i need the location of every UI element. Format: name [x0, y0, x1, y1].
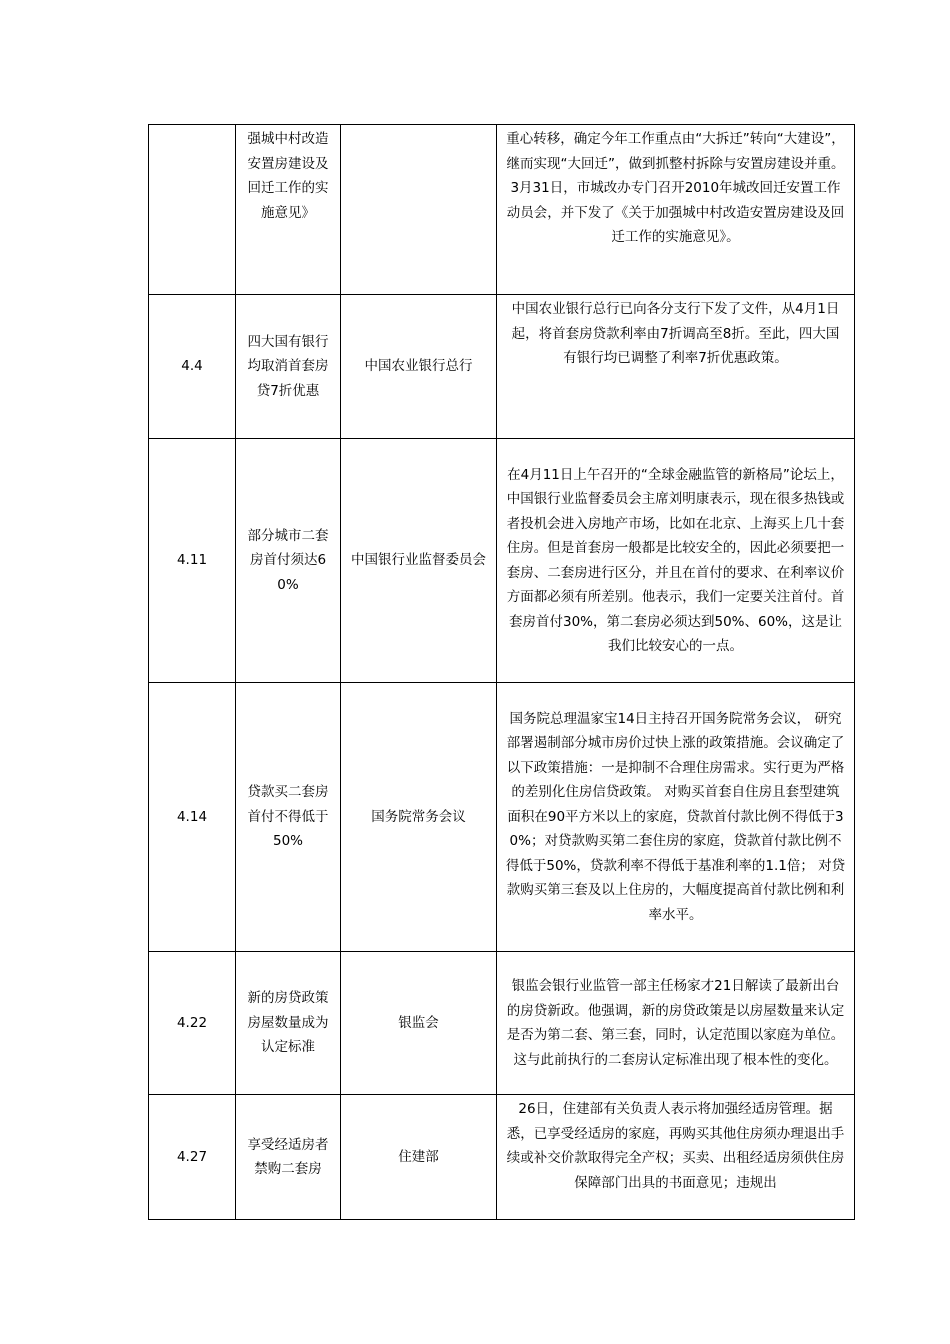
org-cell	[341, 125, 497, 295]
title-cell: 新的房贷政策 房屋数量成为认定标准	[236, 952, 341, 1095]
title-cell: 贷款买二套房首付不得低于50%	[236, 683, 341, 952]
desc-cell: 国务院总理温家宝14日主持召开国务院常务会议， 研究部署遏制部分城市房价过快上涨的政策措施。会议确定了以下政策措施：一是抑制不合理住房需求。实行更为严格的差别化住房信贷政策。 对购买首套自住房且套型建筑面积在90平方米以上的家庭，贷款首付款比例不得低于30%；对贷款购买第二套住房的家庭，贷款首付款比例不得低于50%，贷款利率不得低于基准利率的1.1倍； 对贷款购买第三套及以上住房的，大幅度提高首付款比例和利率水平。	[497, 683, 855, 952]
title-cell: 部分城市二套房首付须达60%	[236, 439, 341, 683]
title-cell	[236, 125, 341, 295]
table-row	[149, 952, 855, 1095]
table-row	[149, 295, 855, 439]
org-cell: 国务院常务会议	[341, 683, 497, 952]
desc-cell	[497, 295, 855, 439]
table-row	[149, 1095, 855, 1220]
date-cell: 4.14	[149, 683, 236, 952]
date-cell: 4.11	[149, 439, 236, 683]
desc-cell: 在4月11日上午召开的“全球金融监管的新格局”论坛上，中国银行业监督委员会主席刘明康表示，现在很多热钱或者投机会进入房地产市场，比如在北京、上海买上几十套住房。但是首套房一般都是比较安全的，因此必须要把一套房、二套房进行区分，并且在首付的要求、在利率议价方面都必须有所差别。他表示，我们一定要关注首付。首套房首付30%，第二套房必须达到50%、60%，这是让我们比较安心的一点。	[497, 439, 855, 683]
policy-table	[148, 124, 855, 1220]
table-row	[149, 439, 855, 683]
title-cell: 四大国有银行均取消首套房贷7折优惠	[236, 295, 341, 439]
title-cell: 享受经适房者禁购二套房	[236, 1095, 341, 1220]
date-cell: 4.22	[149, 952, 236, 1095]
desc-cell	[497, 125, 855, 295]
org-cell: 住建部	[341, 1095, 497, 1220]
desc-text: 26日，住建部有关负责人表示将加强经适房管理。据悉，已享受经适房的家庭，再购买其他住房须办理退出手续或补交价款取得完全产权；买卖、出租经适房须供住房保障部门出具的书面意见；违规出	[506, 1101, 845, 1191]
table-row	[149, 683, 855, 952]
title-text: 强城中村改造安置房建设及回迁工作的实施意见》	[247, 131, 329, 221]
desc-text: 重心转移，确定今年工作重点由“大拆迁”转向“大建设”，继而实现“大回迁”，做到抓整村拆除与安置房建设并重。3月31日，市城改办专门召开2010年城改回迁安置工作动员会，并下发了《关于加强城中村改造安置房建设及回迁工作的实施意见》。	[506, 131, 845, 245]
table-row	[149, 125, 855, 295]
desc-cell: 银监会银行业监管一部主任杨家才21日解读了最新出台的房贷新政。他强调，新的房贷政策是以房屋数量来认定是否为第二套、第三套，同时，认定范围以家庭为单位。这与此前执行的二套房认定标准出现了根本性的变化。	[497, 952, 855, 1095]
date-cell: 4.4	[149, 295, 236, 439]
org-cell: 中国农业银行总行	[341, 295, 497, 439]
desc-text: 中国农业银行总行已向各分支行下发了文件，从4月1日起，将首套房贷款利率由7折调高至8折。至此，四大国有银行均已调整了利率7折优惠政策。	[511, 301, 840, 366]
date-cell: 4.27	[149, 1095, 236, 1220]
desc-cell	[497, 1095, 855, 1220]
date-cell	[149, 125, 236, 295]
org-cell: 中国银行业监督委员会	[341, 439, 497, 683]
org-cell: 银监会	[341, 952, 497, 1095]
